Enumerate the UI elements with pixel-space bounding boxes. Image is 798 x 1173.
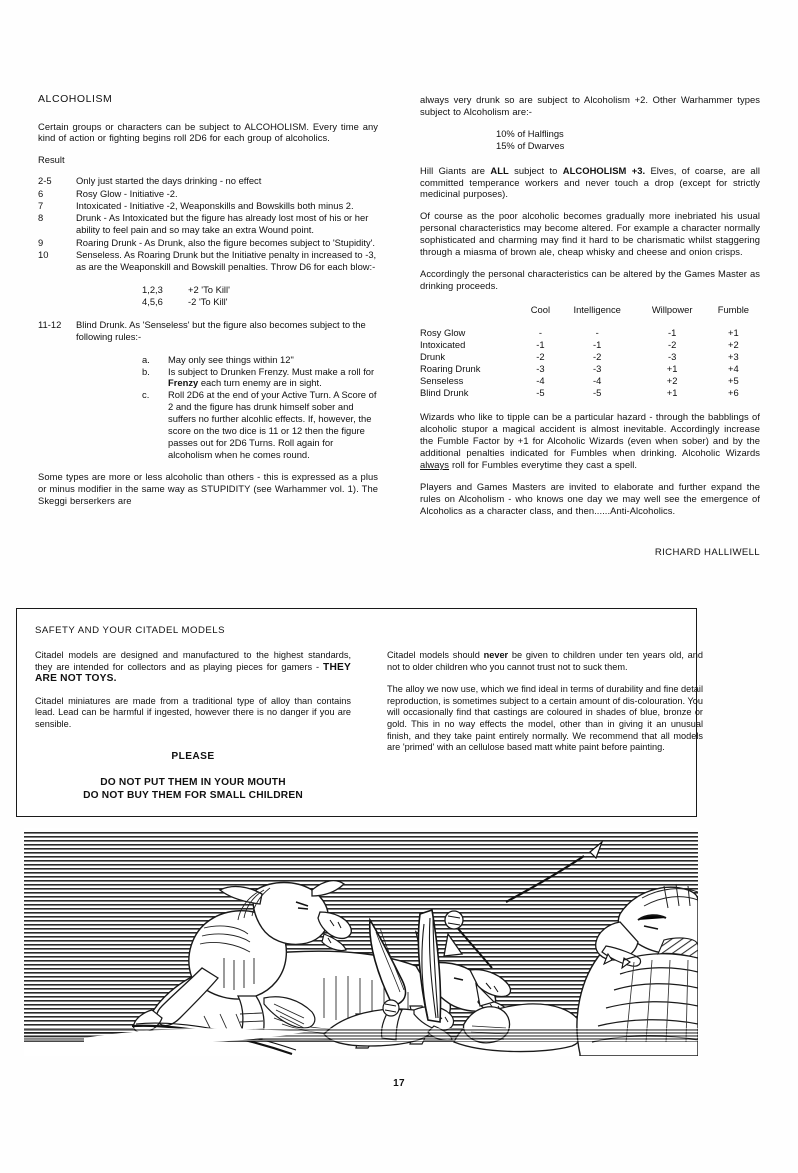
list-item <box>38 249 378 273</box>
table-row <box>142 284 378 296</box>
column-header-blank <box>420 304 524 327</box>
sub-rule-text-before: Is subject to Drunken Frenzy. Must make a roll for <box>168 365 375 377</box>
all-emphasis: ALL <box>490 164 509 176</box>
blind-drunk-entry <box>38 319 378 343</box>
row-label: Drunk <box>420 351 446 363</box>
result-roll: 10 <box>38 249 49 261</box>
result-text: Blind Drunk. As 'Senseless' but the figure also becomes subject to the following rules:- <box>76 318 366 342</box>
wizards-text-after: roll for Fumbles everytime they cast a spell. <box>449 459 638 471</box>
cell-cool: -2 <box>536 351 545 363</box>
safety-paragraph-alloy: The alloy we now use, which we find ideal in terms of durability and fine detail reproduction, is sometimes subject to a certain amount of dis-colouration. You will occasionally find that castings are coloured in shades of blue, bronze or gold. This in no way effects the model, other than in giving it an unusual finish, and they take paint entirely normally. We recommend that all models are 'primed' with an cellulose based matt white paint before painting. <box>387 684 703 753</box>
never-emphasis: never <box>483 650 509 660</box>
cell-intelligence: -4 <box>593 375 602 387</box>
cell-willpower: -3 <box>667 351 677 363</box>
illustration-goblin-wolf-riders <box>24 828 698 1056</box>
safety-box-content <box>35 625 703 806</box>
dice-value: 4,5,6 <box>142 295 163 307</box>
page-title: ALCOHOLISM <box>38 93 113 105</box>
safety-text-before: Citadel models are designed and manufactured to the highest standards, they are intended for collectors and as playing pieces for gamers - <box>35 650 351 672</box>
percentage-list <box>420 128 760 153</box>
list-item <box>142 389 378 460</box>
cell-willpower: -2 <box>667 338 677 350</box>
row-label: Rosy Glow <box>420 326 466 338</box>
result-roll: 8 <box>38 212 44 224</box>
always-emphasis: always <box>420 459 450 471</box>
result-text: Intoxicated - Initiative -2, Weaponskills and Bowskills both minus 2. <box>76 200 354 212</box>
safety-text-after: be given to children under ten years old, and not to older children who you cannot trust not to suck them. <box>387 650 703 672</box>
frenzy-emphasis: Frenzy <box>168 377 199 389</box>
row-label: Roaring Drunk <box>420 363 481 375</box>
list-item <box>38 188 378 200</box>
list-item <box>38 212 378 236</box>
result-text: Only just started the days drinking - no effect <box>76 175 262 187</box>
sub-rule-letter: c. <box>142 389 150 401</box>
wizards-paragraph <box>420 411 760 471</box>
cell-intelligence: -5 <box>593 387 602 399</box>
list-item <box>38 237 378 249</box>
table-row <box>420 363 760 375</box>
table-row <box>420 387 760 399</box>
safety-left-column <box>35 650 351 802</box>
table-header-row <box>420 304 760 327</box>
result-roll: 6 <box>38 187 44 199</box>
sub-rule-letter: b. <box>142 365 150 377</box>
safety-right-column <box>387 650 703 765</box>
list-item <box>142 366 378 390</box>
author-byline: RICHARD HALLIWELL <box>654 546 760 558</box>
safety-paragraph-not-toys <box>35 650 351 685</box>
warning-line-children: DO NOT BUY THEM FOR SMALL CHILDREN <box>83 789 303 801</box>
alcoholism-plus3-emphasis: ALCOHOLISM +3. <box>562 164 646 176</box>
cell-cool: -1 <box>536 338 545 350</box>
result-roll: 2-5 <box>38 175 52 187</box>
dice-effect: -2 'To Kill' <box>188 295 228 307</box>
warning-line-mouth: DO NOT PUT THEM IN YOUR MOUTH <box>100 776 286 788</box>
article-right-column <box>420 94 760 558</box>
table-row <box>420 339 760 351</box>
illustration-artwork <box>24 828 698 1056</box>
safety-box-title: SAFETY AND YOUR CITADEL MODELS <box>35 625 226 636</box>
table-row <box>142 296 378 308</box>
sub-rule-text: May only see things within 12" <box>168 353 294 365</box>
safety-paragraph-lead: Citadel miniatures are made from a traditional type of alloy than contains lead. Lead can be harmful if ingested, however there is no danger if you are sensible. <box>35 695 351 729</box>
cell-cool: -4 <box>536 375 545 387</box>
column-header-fumble: Fumble <box>717 303 749 315</box>
cell-intelligence: - <box>595 326 599 338</box>
closing-paragraph: Some types are more or less alcoholic than others - this is expressed as a plus or minus modifier in the same way as STUPIDITY (see Warhammer vol. 1). The Skeggi berserkers are <box>38 470 378 506</box>
article-body <box>38 94 760 594</box>
cell-fumble: +1 <box>728 326 739 338</box>
players-paragraph: Players and Games Masters are invited to elaborate and further expand the rules on Alcoholism - who knows one day we may well see the emergence of Alcoholics as a character class, and then......Anti-Alcoholics. <box>420 480 760 516</box>
list-item <box>142 354 378 366</box>
list-item: 15% of Dwarves <box>496 140 565 152</box>
column-header-willpower: Willpower <box>651 303 693 315</box>
continuation-paragraph: always very drunk so are subject to Alcoholism +2. Other Warhammer types subject to Alcoholism are:- <box>420 94 760 117</box>
column-header-intelligence: Intelligence <box>573 303 621 315</box>
cell-willpower: -1 <box>667 326 677 338</box>
cell-fumble: +4 <box>728 363 739 375</box>
table-row <box>420 351 760 363</box>
cell-fumble: +5 <box>728 375 739 387</box>
not-toys-emphasis: THEY ARE NOT TOYS. <box>35 661 351 685</box>
cell-fumble: +2 <box>728 338 739 350</box>
row-label: Senseless <box>420 375 464 387</box>
result-text: Senseless. As Roaring Drunk but the Initiative penalty in increased to -3, as are the Weaponskill and Bowskill penalties. Throw D6 for each blow:- <box>76 249 377 273</box>
cell-intelligence: -2 <box>593 351 602 363</box>
hill-giants-text-before: Hill Giants are <box>420 164 491 176</box>
cell-willpower: +1 <box>666 387 678 399</box>
warning-lines <box>35 776 351 802</box>
result-text: Drunk - As Intoxicated but the figure has already lost most of his or her ability to feel pain and so may take an extra Wound point. <box>76 212 369 236</box>
cell-cool: -3 <box>536 363 545 375</box>
result-roll: 7 <box>38 200 44 212</box>
list-item <box>38 200 378 212</box>
row-label: Intoxicated <box>420 338 466 350</box>
cell-willpower: +2 <box>666 375 678 387</box>
dice-result-table <box>38 284 378 308</box>
cell-intelligence: -1 <box>593 338 602 350</box>
result-text: Roaring Drunk - As Drunk, also the figure becomes subject to 'Stupidity'. <box>76 236 376 248</box>
cell-willpower: +1 <box>666 363 678 375</box>
list-item <box>38 319 378 343</box>
please-heading: PLEASE <box>171 750 215 762</box>
cell-cool: -5 <box>536 387 545 399</box>
result-list <box>38 175 378 273</box>
characteristics-table <box>420 304 760 400</box>
intro-paragraph: Certain groups or characters can be subject to ALCOHOLISM. Every time any kind of action or fighting begins roll 2D6 for each group of alcoholics. <box>38 120 378 144</box>
table-row <box>420 327 760 339</box>
result-text: Rosy Glow - Initiative -2. <box>76 187 178 199</box>
page-number: 17 <box>393 1078 405 1089</box>
result-roll: 11-12 <box>38 318 62 330</box>
sub-rule-text: Roll 2D6 at the end of your Active Turn. A Score of 2 and the figure has drunk himself sober and suffers no further alcohlic effects. If, however, the score on the two dice is 11 or 12 then the figure passes out for 2D6 Turns. Roll again for alcoholism when he comes round. <box>168 389 377 460</box>
cell-fumble: +3 <box>728 351 739 363</box>
column-header-cool: Cool <box>530 303 551 315</box>
list-item <box>38 175 378 187</box>
hill-giants-text-mid: subject to <box>508 164 563 176</box>
table-row <box>420 375 760 387</box>
blind-drunk-sub-rules <box>38 354 378 461</box>
safety-notice-box <box>16 608 703 817</box>
article-left-column <box>38 94 378 516</box>
inebriated-paragraph: Of course as the poor alcoholic becomes gradually more inebriated his usual personal characteristics may become altered. For example a character normally sophisticated and charming may find it hard to be charismatic whilst staggering through a miasma of brown ale, cheap whisky and cheese and onion crisps. <box>420 210 760 258</box>
dice-effect: +2 'To Kill' <box>188 283 230 295</box>
result-roll: 9 <box>38 236 44 248</box>
cell-fumble: +6 <box>728 387 739 399</box>
result-label: Result <box>38 154 65 166</box>
safety-paragraph-children <box>387 650 703 673</box>
accordingly-paragraph: Accordingly the personal characteristics can be altered by the Games Master as drinking proceeds. <box>420 267 760 291</box>
sub-rule-text-after: each turn enemy are in sight. <box>198 377 322 389</box>
wizards-text-before: Wizards who like to tipple can be a particular hazard - through the babblings of alcoholic stupor a magical accident is almost inevitable. Accordingly increase the Fumble Factor by +1 for Alcoholic Wizards (even when sober) and by the additional penalties indicated for Fumbles when drinking. Alcoholic Wizards <box>420 411 760 459</box>
list-item: 10% of Halflings <box>496 127 564 139</box>
sub-rule-letter: a. <box>142 353 150 365</box>
cell-cool: - <box>538 326 542 338</box>
safety-text-before: Citadel models should <box>387 650 484 660</box>
hill-giants-text-after: Elves, of coarse, are all committed temperance workers and never touch a drop (except for strictly medicinal purposes). <box>420 164 760 200</box>
dice-value: 1,2,3 <box>142 283 163 295</box>
hill-giants-paragraph <box>420 165 760 201</box>
cell-intelligence: -3 <box>593 363 602 375</box>
row-label: Blind Drunk <box>420 387 469 399</box>
